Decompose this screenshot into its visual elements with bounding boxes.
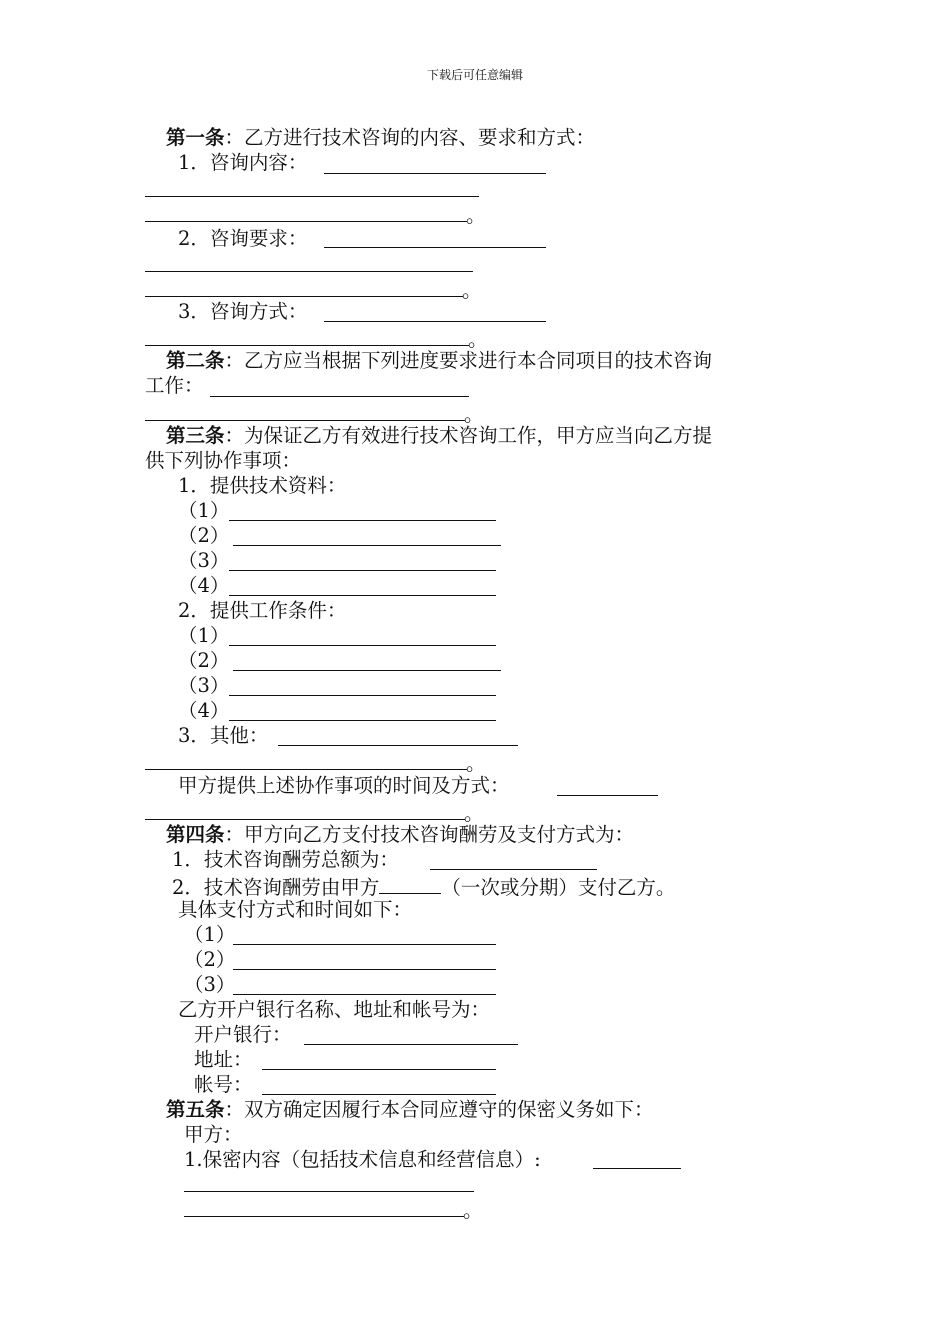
article-1-label: 第一条 [166,126,225,149]
work-cond-num-2: （2） [178,649,230,672]
fee-total-blank[interactable] [430,869,597,870]
payment-blank-1[interactable] [233,944,496,945]
period-mark: 。 [463,1199,483,1222]
page-header: 下载后可任意编辑 [426,68,523,82]
article-3-line [166,424,712,448]
bank-account-label: 帐号： [194,1073,253,1096]
article-1-item-3: 3．咨询方式： [178,300,308,323]
work-cond-blank-1[interactable] [229,645,496,646]
bank-name-label: 开户银行： [194,1023,292,1046]
article-4-item-2 [172,873,675,900]
article-4-item-1: 1．技术咨询酬劳总额为： [172,848,399,871]
bank-account-blank[interactable] [262,1094,496,1095]
tech-doc-blank-3[interactable] [229,570,496,571]
tech-doc-num-2: （2） [178,524,230,547]
other-blank[interactable] [278,745,518,746]
period-mark: 。 [462,279,482,302]
other-blank-2[interactable] [145,769,467,770]
work-cond-num-3: （3） [178,674,230,697]
bank-address-label: 地址： [194,1048,253,1071]
payment-blank-2[interactable] [233,969,496,970]
article-4-item-2-a: 2．技术咨询酬劳由甲方 [172,876,380,899]
period-mark: 。 [468,328,488,351]
article-3-sub-2: 2．提供工作条件： [178,599,347,622]
period-mark: 。 [464,403,484,426]
schedule-blank[interactable] [210,396,469,397]
article-1-item-1: 1．咨询内容： [178,151,308,174]
consult-method-blank[interactable] [324,321,546,322]
bank-name-blank[interactable] [304,1044,518,1045]
article-4-item-2-b: （一次或分期）支付乙方。 [441,876,676,899]
payment-num-2: （2） [184,948,236,971]
article-5-label: 第五条 [166,1098,225,1121]
confidential-blank[interactable] [593,1168,681,1169]
article-3-label: 第三条 [166,424,225,447]
tech-doc-num-4: （4） [178,574,230,597]
article-1-line [166,126,595,150]
payment-num-3: （3） [184,973,236,996]
bank-address-blank[interactable] [262,1069,496,1070]
schedule-blank-2[interactable] [145,420,465,421]
payment-num-1: （1） [184,923,236,946]
period-mark: 。 [464,802,484,825]
work-cond-blank-3[interactable] [229,695,496,696]
payment-blank-3[interactable] [233,994,496,995]
coop-time-blank[interactable] [557,795,658,796]
consult-content-blank-2[interactable] [145,196,479,197]
payment-detail-intro: 具体支付方式和时间如下： [178,898,413,921]
work-cond-blank-2[interactable] [233,670,501,671]
work-cond-num-4: （4） [178,699,230,722]
consult-requirement-blank-2[interactable] [145,271,473,272]
work-cond-num-1: （1） [178,624,230,647]
article-1-item-2: 2．咨询要求： [178,227,308,250]
bank-intro: 乙方开户银行名称、地址和帐号为： [178,998,491,1021]
consult-method-blank-2[interactable] [145,345,469,346]
work-cond-blank-4[interactable] [229,720,496,721]
tech-doc-num-3: （3） [178,549,230,572]
tech-doc-blank-1[interactable] [229,520,496,521]
period-mark: 。 [466,752,486,775]
article-2-line [166,349,712,373]
tech-doc-num-1: （1） [178,499,230,522]
article-3-sub-3: 3．其他： [178,724,269,747]
article-1-text: ：乙方进行技术咨询的内容、要求和方式： [224,126,596,149]
article-4-line [166,823,634,847]
article-2-cont: 工作： [145,374,204,397]
article-3-text: ：为保证乙方有效进行技术咨询工作，甲方应当向乙方提 [224,424,713,447]
coop-time-blank-2[interactable] [145,819,465,820]
consult-requirement-blank-3[interactable] [145,296,463,297]
consult-content-blank-3[interactable] [145,221,467,222]
consult-content-blank[interactable] [324,173,546,174]
article-5-text: ：双方确定因履行本合同应遵守的保密义务如下： [224,1098,654,1121]
article-4-text: ：甲方向乙方支付技术咨询酬劳及支付方式为： [224,823,635,846]
tech-doc-blank-2[interactable] [233,545,501,546]
confidential-blank-2[interactable] [184,1191,474,1192]
article-4-label: 第四条 [166,823,225,846]
article-5-line [166,1098,654,1122]
consult-requirement-blank[interactable] [324,247,546,248]
article-3-sub-1: 1．提供技术资料： [178,474,347,497]
confidential-content-label: 1.保密内容（包括技术信息和经营信息）: [184,1148,541,1171]
article-3-cont: 供下列协作事项： [145,449,302,472]
coop-time-line: 甲方提供上述协作事项的时间及方式： [178,774,510,797]
party-a-label: 甲方： [184,1123,243,1146]
confidential-blank-3[interactable] [184,1216,464,1217]
article-2-text: ：乙方应当根据下列进度要求进行本合同项目的技术咨询 [224,349,713,372]
article-2-label: 第二条 [166,349,225,372]
tech-doc-blank-4[interactable] [229,595,496,596]
payment-mode-blank[interactable] [379,873,441,894]
period-mark: 。 [466,204,486,227]
